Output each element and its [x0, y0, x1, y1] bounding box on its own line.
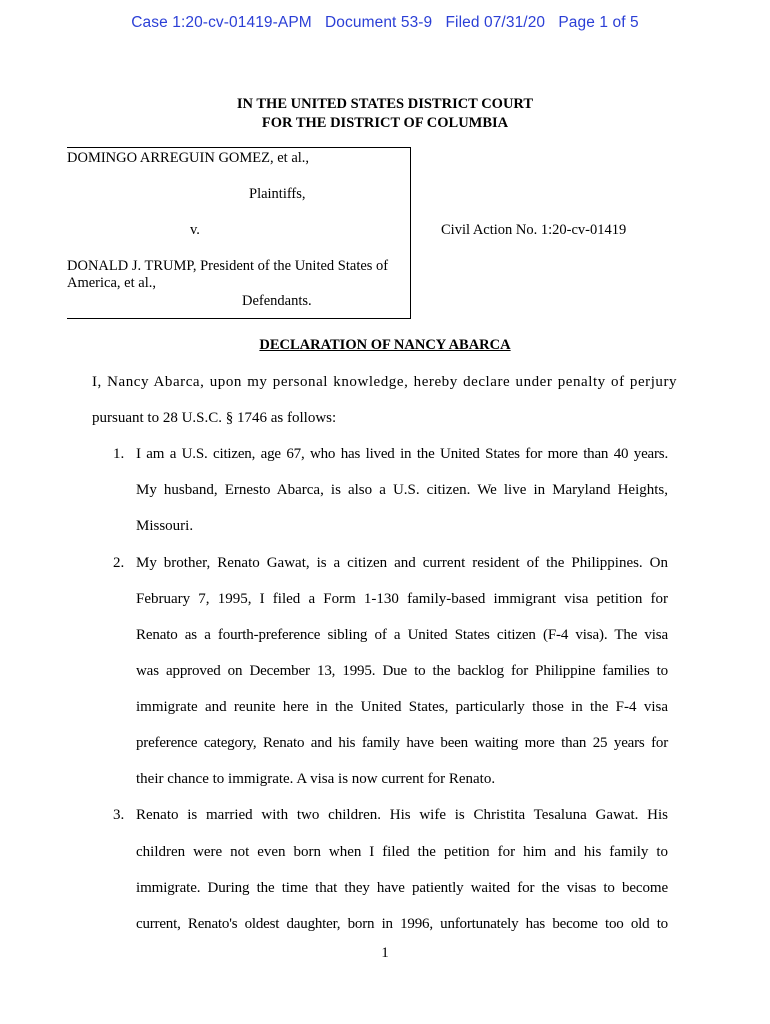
paragraph-2-line-1: My brother, Renato Gawat, is a citizen and current resident of the Philippines. On: [136, 555, 668, 571]
paragraph-3-line-1: Renato is married with two children. His wife is Christita Tesaluna Gawat. His: [136, 807, 668, 823]
page-number: 1: [381, 945, 389, 961]
paragraph-2-line-4: was approved on December 13, 1995. Due to the backlog for Philippine families to: [136, 663, 668, 679]
intro-line-2: pursuant to 28 U.S.C. § 1746 as follows:: [92, 410, 337, 426]
paragraph-1-line-3: Missouri.: [136, 518, 194, 534]
declaration-title: DECLARATION OF NANCY ABARCA: [259, 337, 511, 353]
case-header: Case 1:20-cv-01419-APM Document 53-9 Filed 07/31/20 Page 1 of 5: [131, 14, 639, 31]
plaintiffs-label: Plaintiffs,: [249, 186, 306, 202]
paragraph-2-line-5: immigrate and reunite here in the United States, particularly those in the F-4 visa: [136, 699, 668, 715]
defendants-name-line1: DONALD J. TRUMP, President of the United States of: [67, 258, 389, 274]
paragraph-3-line-2: children were not even born when I filed the petition for him and his family to: [136, 844, 668, 860]
defendants-label: Defendants.: [242, 293, 312, 309]
paragraph-2-line-3: Renato as a fourth-preference sibling of a United States citizen (F-4 visa). The visa: [136, 627, 668, 643]
paragraph-1-line-2: My husband, Ernesto Abarca, is also a U.S. citizen. We live in Maryland Heights,: [136, 482, 668, 498]
intro-line-1: [92, 374, 678, 391]
paragraph-3-line-4: current, Renato's oldest daughter, born in 1996, unfortunately has become too old to: [136, 916, 668, 932]
paragraph-1-line-1: I am a U.S. citizen, age 67, who has lived in the United States for more than 40 years.: [136, 446, 668, 462]
paragraph-number-2: 2.: [113, 555, 125, 571]
defendants-name-line2: America, et al.,: [67, 275, 156, 291]
caption-box: [67, 147, 411, 319]
paragraph-2-line-6: preference category, Renato and his family have been waiting more than 25 years for: [136, 735, 668, 751]
court-name-line2: FOR THE DISTRICT OF COLUMBIA: [261, 115, 509, 131]
paragraph-2-line-2: February 7, 1995, I filed a Form 1-130 family-based immigrant visa petition for: [136, 591, 668, 607]
plaintiffs-name: DOMINGO ARREGUIN GOMEZ, et al.,: [67, 150, 310, 166]
court-name-line1: IN THE UNITED STATES DISTRICT COURT: [236, 96, 534, 112]
civil-action-number: Civil Action No. 1:20-cv-01419: [441, 222, 627, 238]
paragraph-number-1: 1.: [113, 446, 125, 462]
versus: v.: [190, 222, 200, 238]
intro-line-1-text: I, Nancy Abarca, upon my personal knowledge, hereby declare under penalty of perjury: [92, 374, 678, 390]
paragraph-number-3: 3.: [113, 807, 125, 823]
paragraph-3-line-3: immigrate. During the time that they have patiently waited for the visas to become: [136, 880, 668, 896]
paragraph-2-line-7: their chance to immigrate. A visa is now current for Renato.: [136, 771, 496, 787]
